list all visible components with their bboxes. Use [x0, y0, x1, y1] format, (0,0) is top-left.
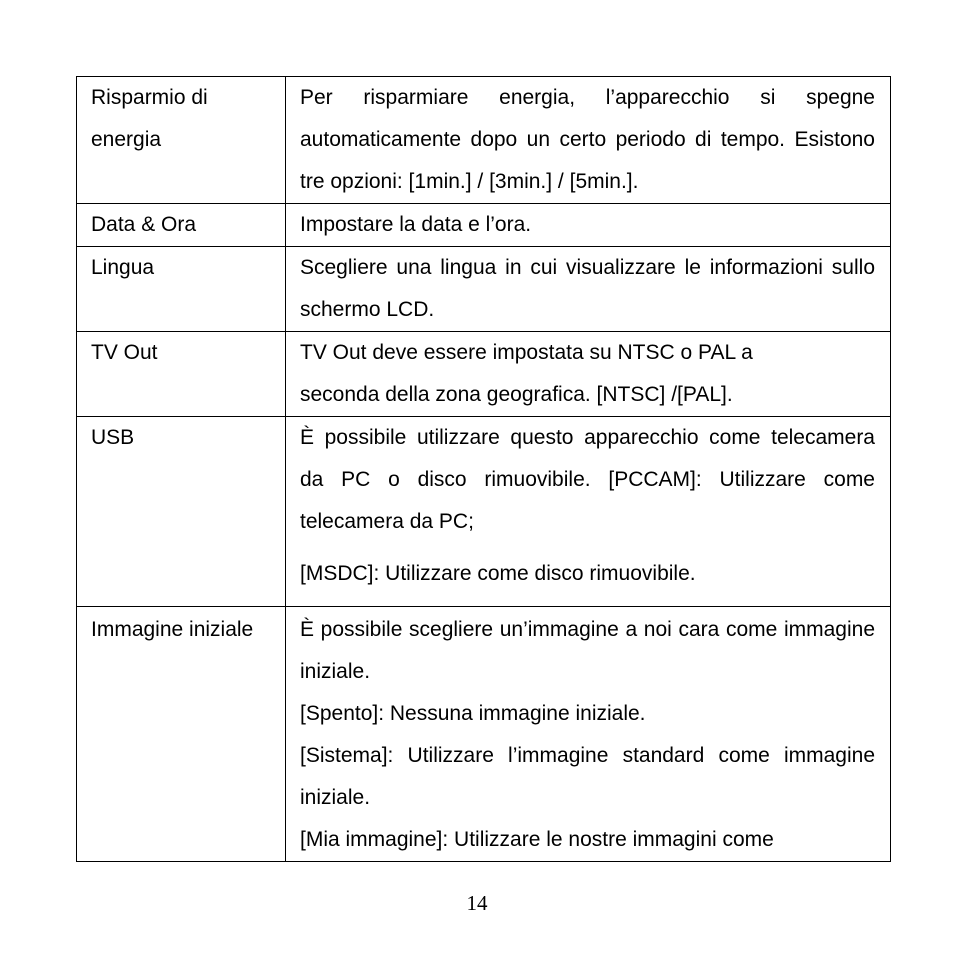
setting-description — [286, 77, 891, 204]
setting-description — [286, 417, 891, 607]
setting-description — [286, 204, 891, 247]
table-row — [77, 607, 891, 862]
description-paragraph: [Sistema]: Utilizzare l’immagine standard come immagine iniziale. — [300, 744, 875, 809]
description-paragraph: Impostare la data e l’ora. — [300, 213, 532, 236]
setting-description — [286, 247, 891, 332]
setting-name: Data & Ora — [77, 204, 286, 247]
description-paragraph: Scegliere una lingua in cui visualizzare le informazioni sullo schermo LCD. — [300, 256, 875, 321]
setting-name: Immagine iniziale — [77, 607, 286, 862]
setting-name: Lingua — [77, 247, 286, 332]
setting-name: Risparmio di energia — [77, 77, 286, 204]
table-row — [77, 77, 891, 204]
description-paragraph: [Mia immagine]: Utilizzare le nostre immagini come — [300, 828, 774, 851]
description-paragraph: [Spento]: Nessuna immagine iniziale. — [300, 702, 646, 725]
setting-name: TV Out — [77, 332, 286, 417]
description-paragraph: È possibile utilizzare questo apparecchio come telecamera da PC o disco rimuovibile. [PCCAM]: Utilizzare come telecamera da PC; — [300, 426, 875, 533]
setting-description — [286, 332, 891, 417]
setting-name: USB — [77, 417, 286, 607]
table-row — [77, 204, 891, 247]
table-row — [77, 417, 891, 607]
description-paragraph: Per risparmiare energia, l’apparecchio si spegne automaticamente dopo un certo periodo di tempo. Esistono tre opzioni: [1min.] / [3min.] / [5min.]. — [300, 86, 875, 193]
setting-description — [286, 607, 891, 862]
description-paragraph: TV Out deve essere impostata su NTSC o PAL a seconda della zona geografica. [NTSC] /[PAL]. — [300, 341, 753, 406]
description-paragraph: [MSDC]: Utilizzare come disco rimuovibile. — [300, 562, 696, 585]
page-number: 14 — [466, 891, 488, 915]
table-row — [77, 332, 891, 417]
settings-table — [76, 76, 891, 862]
description-paragraph: È possibile scegliere un’immagine a noi cara come immagine iniziale. — [300, 618, 875, 683]
table-row — [77, 247, 891, 332]
